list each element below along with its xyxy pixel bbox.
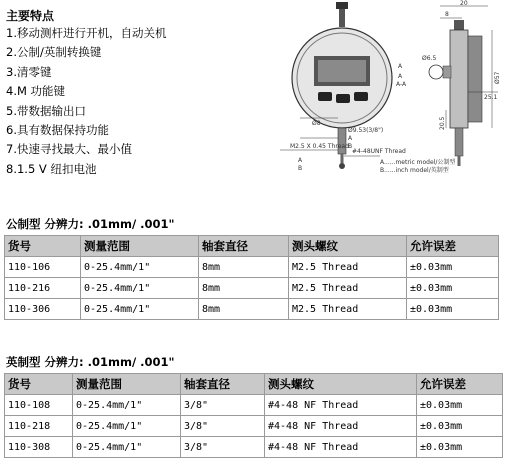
lug	[443, 66, 451, 78]
ref-a-bottom: A	[298, 157, 303, 164]
inch-title-left: 英制型	[6, 355, 41, 369]
feature-item: 2.公制/英制转换键	[6, 45, 102, 60]
cell-range: 0-25.4mm/1"	[73, 416, 181, 437]
cell-thread: M2.5 Thread	[289, 278, 407, 299]
cell-sleeve-dia: 3/8"	[181, 416, 265, 437]
cell-tolerance: ±0.03mm	[417, 437, 503, 458]
dial-indicator-drawing	[240, 0, 511, 185]
col-header-sleeve-dia: 轴套直径	[181, 374, 265, 395]
side-body	[450, 30, 468, 128]
side-spindle	[458, 156, 461, 166]
metric-spec-table	[4, 235, 499, 320]
inch-title-right: .01mm/ .001"	[83, 355, 175, 369]
col-header-sleeve-dia: 轴套直径	[199, 236, 289, 257]
cell-part-no: 110-108	[5, 395, 73, 416]
features-list	[6, 8, 236, 179]
metric-title-mid: 分辨力:	[40, 217, 84, 231]
ref-b-bottom: B	[298, 165, 303, 172]
table-row	[5, 299, 499, 320]
cell-tolerance: ±0.03mm	[407, 278, 499, 299]
cell-part-no: 110-218	[5, 416, 73, 437]
cell-thread: #4-48 NF Thread	[265, 395, 417, 416]
cell-thread: M2.5 Thread	[289, 257, 407, 278]
table-row	[5, 416, 503, 437]
inch-spec-table	[4, 373, 503, 458]
cell-tolerance: ±0.03mm	[417, 395, 503, 416]
cell-range: 0-25.4mm/1"	[81, 278, 199, 299]
ref-b-label: B	[348, 143, 353, 150]
dim-25-1: 25.1	[484, 94, 498, 101]
legend-b: B......inch model/英制型	[380, 167, 449, 174]
top-stem	[339, 9, 345, 27]
col-header-thread: 测头螺纹	[289, 236, 407, 257]
cell-part-no: 110-216	[5, 278, 81, 299]
feature-item: 3.清零键	[6, 64, 52, 79]
button-1	[318, 92, 332, 101]
cell-range: 0-25.4mm/1"	[81, 299, 199, 320]
cell-part-no: 110-308	[5, 437, 73, 458]
side-cap	[454, 20, 464, 30]
cell-tolerance: ±0.03mm	[407, 299, 499, 320]
cell-sleeve-dia: 8mm	[199, 278, 289, 299]
col-header-tolerance: 允许误差	[417, 374, 503, 395]
top-cap	[336, 2, 348, 9]
feature-item: 1.移动测杆进行开机，自动关机	[6, 26, 167, 40]
indicator-diagram	[240, 0, 511, 185]
dim-8-top: 8	[445, 11, 449, 18]
cell-tolerance: ±0.03mm	[407, 257, 499, 278]
col-header-part-no: 货号	[5, 236, 81, 257]
button-3	[354, 92, 368, 101]
spindle	[341, 154, 344, 164]
sleeve	[338, 128, 346, 154]
feature-item: 7.快速寻找最大、最小值	[6, 142, 132, 157]
feature-item: 5.带数据输出口	[6, 103, 86, 118]
ref-a-label: A	[348, 135, 353, 142]
cell-sleeve-dia: 3/8"	[181, 437, 265, 458]
col-header-tolerance: 允许误差	[407, 236, 499, 257]
col-header-thread: 测头螺纹	[265, 374, 417, 395]
cell-sleeve-dia: 3/8"	[181, 395, 265, 416]
feature-item: 8.1.5 V 纽扣电池	[6, 161, 97, 176]
thread-in-label: #4-48UNF Thread	[352, 148, 406, 155]
table-header-row	[5, 374, 503, 395]
dim-d9-53: Ø9.53(3/8")	[348, 127, 384, 134]
cell-range: 0-25.4mm/1"	[81, 257, 199, 278]
feature-item: 4.M 功能键	[6, 84, 66, 99]
table-row	[5, 257, 499, 278]
table-row	[5, 278, 499, 299]
section-a-bot: A	[398, 73, 403, 80]
table-row	[5, 437, 503, 458]
metric-section-title	[6, 216, 175, 232]
cell-part-no: 110-306	[5, 299, 81, 320]
side-sleeve	[455, 128, 463, 156]
thread-m-label: M2.5 X 0.45 Thread	[290, 143, 349, 150]
metric-title-right: .01mm/ .001"	[83, 217, 175, 231]
dim-d6-5: Ø6.5	[422, 55, 437, 62]
lcd-screen	[318, 60, 366, 82]
table-row	[5, 395, 503, 416]
dim-d8: Ø8	[312, 120, 321, 127]
lug-hole	[429, 65, 443, 79]
legend-a: A......metric model/公制型	[380, 159, 456, 166]
cell-sleeve-dia: 8mm	[199, 257, 289, 278]
cell-range: 0-25.4mm/1"	[73, 437, 181, 458]
cell-part-no: 110-106	[5, 257, 81, 278]
cell-range: 0-25.4mm/1"	[73, 395, 181, 416]
section-aa: A-A	[396, 81, 407, 88]
dim-20-5: 20.5	[439, 116, 446, 130]
table-header-row	[5, 236, 499, 257]
cell-thread: M2.5 Thread	[289, 299, 407, 320]
inch-title-mid: 分辨力:	[40, 355, 84, 369]
cell-sleeve-dia: 8mm	[199, 299, 289, 320]
metric-title-left: 公制型	[6, 217, 41, 231]
button-2	[336, 94, 350, 103]
col-header-range: 测量范围	[73, 374, 181, 395]
dim-d57: Ø57	[494, 71, 501, 84]
dim-20: 20	[460, 0, 468, 7]
inch-section-title	[6, 354, 175, 370]
side-back	[468, 36, 482, 122]
feature-item: 6.具有数据保持功能	[6, 122, 109, 137]
features-title: 主要特点	[6, 9, 55, 23]
col-header-part-no: 货号	[5, 374, 73, 395]
cell-tolerance: ±0.03mm	[417, 416, 503, 437]
cell-thread: #4-48 NF Thread	[265, 416, 417, 437]
cell-thread: #4-48 NF Thread	[265, 437, 417, 458]
contact-point	[339, 163, 345, 169]
section-a-top: A	[398, 63, 403, 70]
col-header-range: 测量范围	[81, 236, 199, 257]
